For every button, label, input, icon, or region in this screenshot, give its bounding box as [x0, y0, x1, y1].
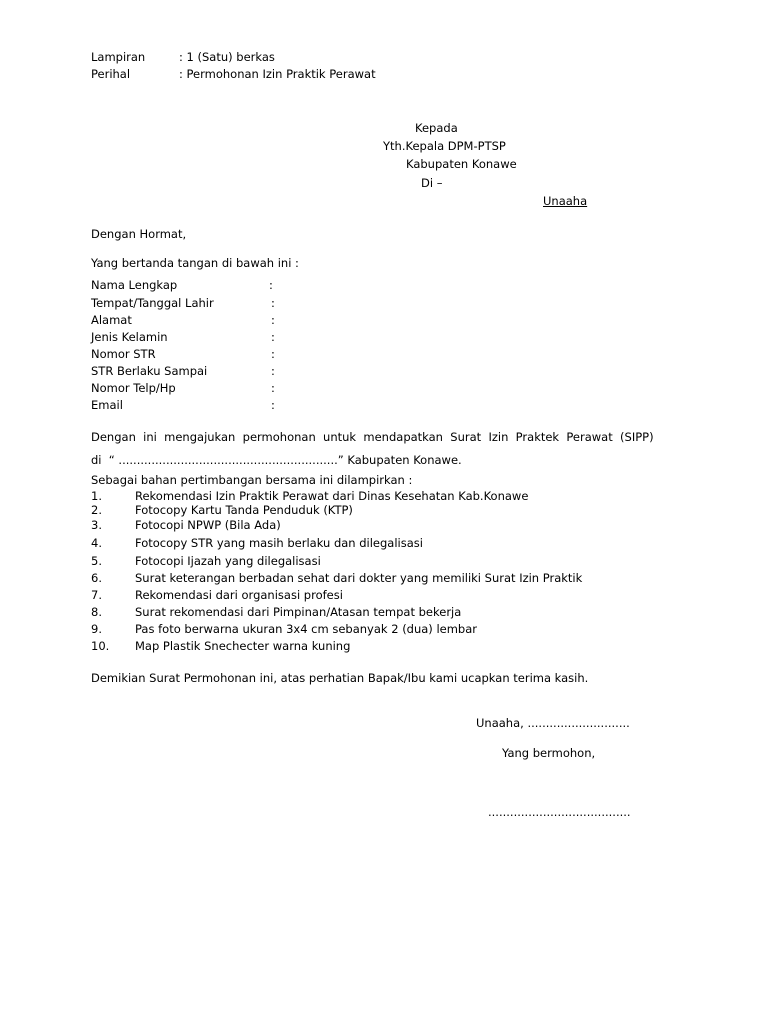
list-item-number: 7. [91, 588, 102, 602]
field-label: Email [91, 398, 123, 412]
perihal-label: Perihal [91, 67, 131, 81]
field-label: Alamat [91, 313, 132, 327]
perihal-value: : Permohonan Izin Praktik Perawat [179, 67, 376, 81]
field-label: Tempat/Tanggal Lahir [91, 296, 214, 310]
field-label: Nama Lengkap [91, 278, 178, 292]
field-colon: : [271, 398, 275, 412]
field-colon: : [271, 296, 275, 310]
list-item-text: Pas foto berwarna ukuran 3x4 cm sebanyak 2 (dua) lembar [135, 622, 478, 636]
list-item-number: 1. [91, 489, 102, 503]
list-item-number: 4. [91, 536, 102, 550]
list-item-text: Fotocopi Ijazah yang dilegalisasi [135, 554, 321, 568]
list-item-number: 8. [91, 605, 102, 619]
list-item-text: Rekomendasi dari organisasi profesi [135, 588, 343, 602]
list-item-text: Surat rekomendasi dari Pimpinan/Atasan tempat bekerja [135, 605, 462, 619]
list-item-number: 3. [91, 518, 102, 532]
list-item-text: Fotocopy STR yang masih berlaku dan dilegalisasi [135, 536, 423, 550]
list-item-text: Rekomendasi Izin Praktik Perawat dari Dinas Kesehatan Kab.Konawe [135, 489, 529, 503]
recipient-kepada: Kepada [415, 121, 458, 135]
list-item-number: 6. [91, 571, 102, 585]
field-colon: : [271, 347, 275, 361]
field-colon: : [271, 364, 275, 378]
list-item-text: Map Plastik Snechecter warna kuning [135, 639, 351, 653]
field-label: Nomor STR [91, 347, 156, 361]
list-item-number: 9. [91, 622, 102, 636]
attachments-intro: Sebagai bahan pertimbangan bersama ini dilampirkan : [91, 473, 413, 487]
request-line-2: di “ ............................................................” Kabupaten Konawe. [91, 453, 462, 467]
field-colon: : [271, 313, 275, 327]
recipient-title: Yth.Kepala DPM-PTSP [383, 139, 506, 153]
signature-name-line: ....................................... [488, 805, 631, 819]
recipient-city: Unaaha [543, 194, 588, 208]
list-item-text: Fotocopy Kartu Tanda Penduduk (KTP) [135, 503, 353, 517]
field-label: Jenis Kelamin [91, 330, 168, 344]
field-colon: : [269, 278, 273, 292]
signature-place-date: Unaaha, ............................ [476, 716, 630, 730]
lampiran-label: Lampiran [91, 50, 146, 64]
field-label: STR Berlaku Sampai [91, 364, 208, 378]
field-colon: : [271, 330, 275, 344]
list-item-number: 5. [91, 554, 102, 568]
greeting: Dengan Hormat, [91, 227, 187, 241]
request-line-1: Dengan ini mengajukan permohonan untuk mendapatkan Surat Izin Praktek Perawat (SIPP) [91, 430, 654, 444]
list-item-number: 2. [91, 503, 102, 517]
lampiran-value: : 1 (Satu) berkas [179, 50, 275, 64]
list-item-text: Fotocopi NPWP (Bila Ada) [135, 518, 281, 532]
list-item-number: 10. [91, 639, 110, 653]
field-colon: : [271, 381, 275, 395]
intro-text: Yang bertanda tangan di bawah ini : [91, 256, 299, 270]
closing-text: Demikian Surat Permohonan ini, atas perhatian Bapak/Ibu kami ucapkan terima kasih. [91, 671, 589, 685]
recipient-di: Di – [421, 176, 443, 190]
field-label: Nomor Telp/Hp [91, 381, 176, 395]
recipient-regency: Kabupaten Konawe [406, 157, 517, 171]
list-item-text: Surat keterangan berbadan sehat dari dokter yang memiliki Surat Izin Praktik [135, 571, 583, 585]
signature-role: Yang bermohon, [502, 746, 596, 760]
